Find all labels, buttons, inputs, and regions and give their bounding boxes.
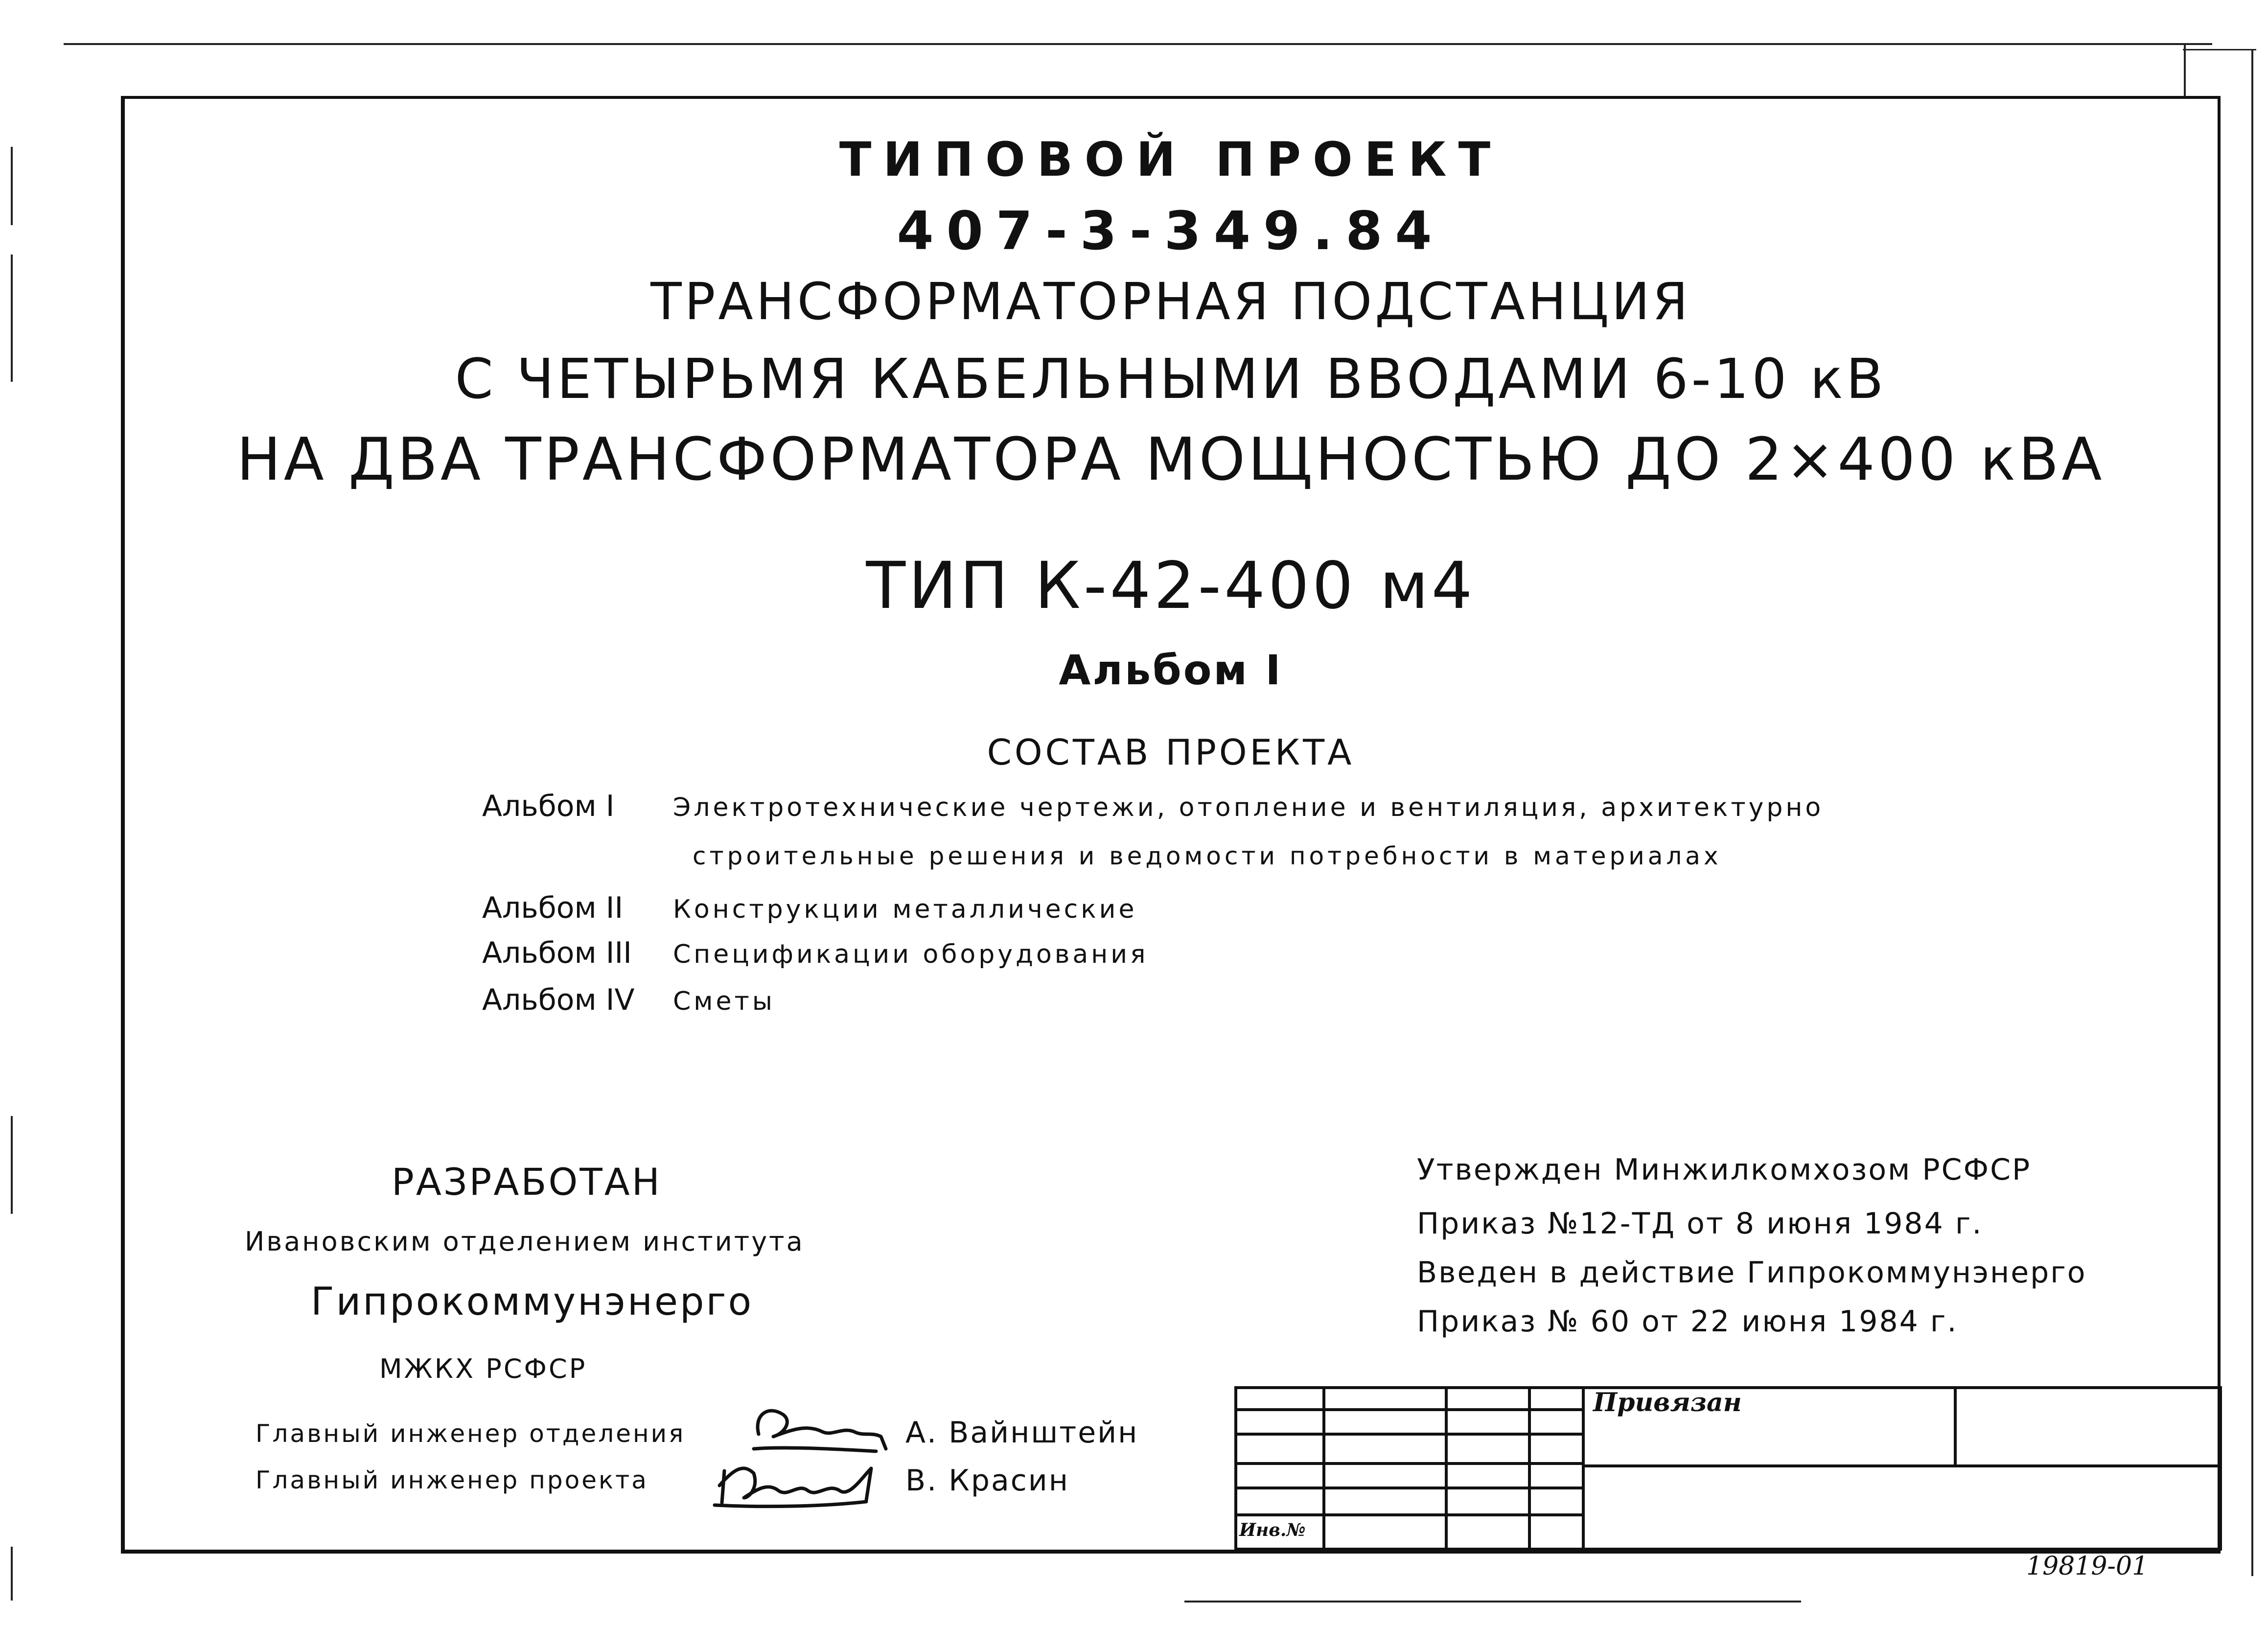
composition-title: СОСТАВ ПРОЕКТА [987, 732, 1355, 773]
approval-line-1: Утвержден Минжилкомхозом РСФСР [1417, 1153, 2032, 1187]
project-subtitle-2: НА ДВА ТРАНСФОРМАТОРА МОЩНОСТЬЮ ДО 2×400 кВА [236, 426, 2105, 494]
stamp-inventory-label: Инв.№ [1239, 1520, 1306, 1540]
signature-role-2: Главный инженер проекта [255, 1466, 648, 1494]
album-1-desc: Электротехнические чертежи, отопление и вентиляция, архитектурно [673, 793, 1824, 822]
project-type: ТИП К-42-400 м4 [866, 548, 1476, 624]
developer-title: РАЗРАБОТАН [392, 1160, 662, 1204]
signature-name-1: А. Вайнштейн [905, 1416, 1139, 1450]
album-1-label: Альбом I [482, 789, 615, 823]
project-number: 407-3-349.84 [897, 201, 1445, 262]
signature-name-2: В. Красин [905, 1463, 1069, 1498]
album-2-desc: Конструкции металлические [673, 895, 1137, 924]
project-title: ТРАНСФОРМАТОРНАЯ ПОДСТАНЦИЯ [650, 272, 1691, 331]
album-4-desc: Сметы [673, 987, 775, 1016]
album-2-label: Альбом II [482, 891, 624, 925]
approval-line-3: Введен в действие Гипрокоммунэнерго [1417, 1255, 2087, 1290]
doc-kind: ТИПОВОЙ ПРОЕКТ [839, 132, 1503, 187]
album-3-desc: Спецификации оборудования [673, 940, 1149, 969]
project-subtitle-1: С ЧЕТЫРЬМЯ КАБЕЛЬНЫМИ ВВОДАМИ 6-10 кВ [455, 348, 1887, 411]
signature-role-1: Главный инженер отделения [255, 1419, 686, 1448]
album-1-desc-cont: строительные решения и ведомости потребности в материалах [693, 842, 1722, 870]
album-label: Альбом I [1059, 646, 1283, 694]
album-3-label: Альбом III [482, 936, 632, 970]
bottom-scan-line [1184, 1601, 1801, 1603]
approval-line-2: Приказ №12-ТД от 8 июня 1984 г. [1417, 1207, 1983, 1241]
album-4-label: Альбом IV [482, 983, 635, 1017]
developer-institute: Гипрокоммунэнерго [311, 1280, 754, 1324]
developer-org: Ивановским отделением института [245, 1226, 805, 1257]
sheet-number: 19819-01 [2026, 1552, 2149, 1581]
approval-line-4: Приказ № 60 от 22 июня 1984 г. [1417, 1304, 1958, 1339]
stamp-tied-label: Привязан [1593, 1388, 1742, 1417]
developer-ministry: МЖКХ РСФСР [379, 1353, 587, 1384]
